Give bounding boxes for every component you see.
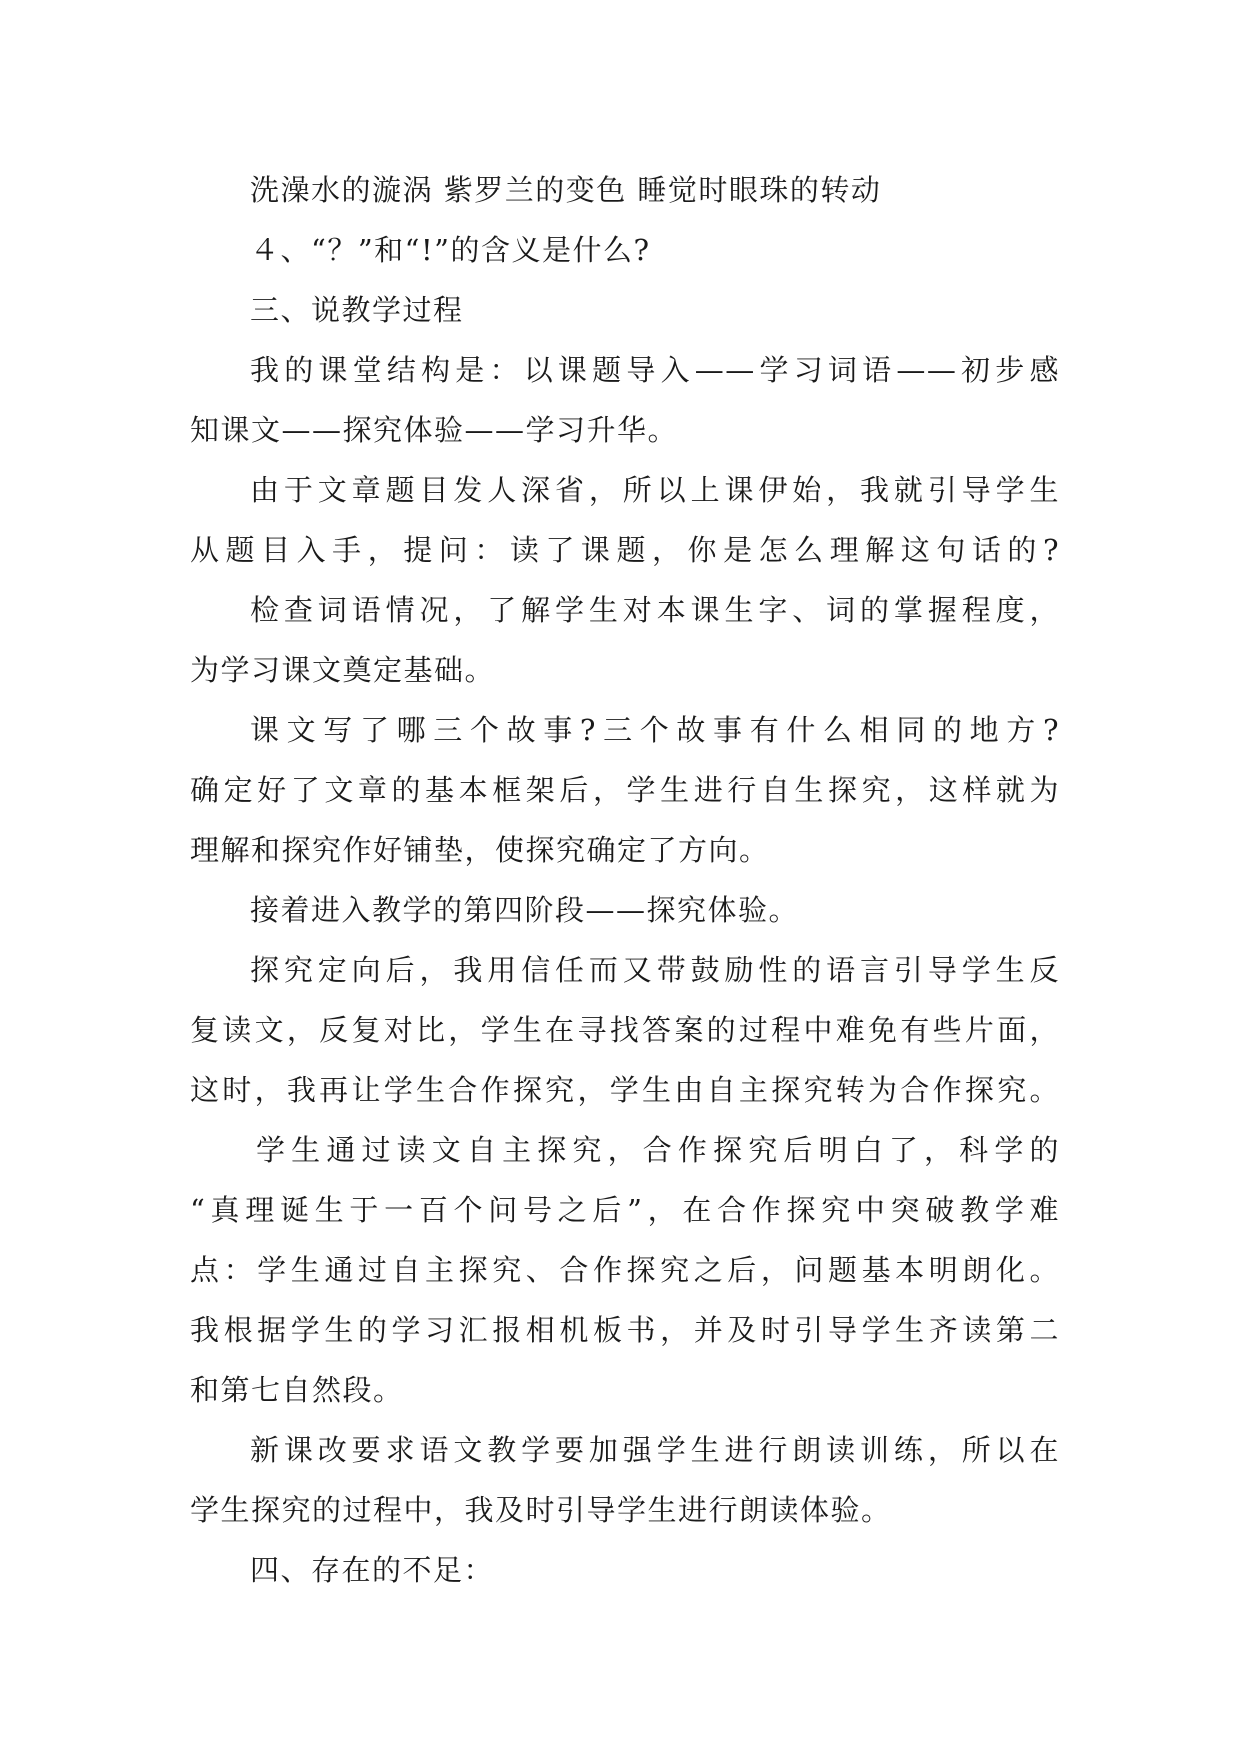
text-line: ４、“？”和“!”的含义是什么? <box>250 233 651 267</box>
text-line: 接着进入教学的第四阶段——探究体验。 <box>250 893 800 927</box>
text-line: 我根据学生的学习汇报相机板书，并及时引导学生齐读第二 <box>190 1313 1060 1347</box>
section-heading: 三、说教学过程 <box>250 293 464 327</box>
text-line: 学生探究的过程中，我及时引导学生进行朗读体验。 <box>190 1493 892 1527</box>
text-line: 我的课堂结构是：以课题导入——学习词语——初步感 <box>250 353 1060 387</box>
text-line: 洗澡水的漩涡 紫罗兰的变色 睡觉时眼珠的转动 <box>250 173 882 207</box>
text-line: 确定好了文章的基本框架后，学生进行自生探究，这样就为 <box>190 773 1060 807</box>
document-body <box>190 160 1060 1600</box>
text-line: 知课文——探究体验——学习升华。 <box>190 413 679 447</box>
text-line: 从题目入手，提问：读了课题，你是怎么理解这句话的? <box>190 533 1060 567</box>
text-line: 课文写了哪三个故事?三个故事有什么相同的地方? <box>250 713 1060 747</box>
text-line: 点：学生通过自主探究、合作探究之后，问题基本明朗化。 <box>190 1253 1060 1287</box>
text-line: 探究定向后，我用信任而又带鼓励性的语言引导学生反 <box>250 953 1060 987</box>
text-line: 这时，我再让学生合作探究，学生由自主探究转为合作探究。 <box>190 1073 1060 1107</box>
text-line: 复读文，反复对比，学生在寻找答案的过程中难免有些片面， <box>190 1013 1060 1047</box>
text-line: 理解和探究作好铺垫，使探究确定了方向。 <box>190 833 770 867</box>
text-line: 为学习课文奠定基础。 <box>190 653 496 687</box>
text-line: 学生通过读文自主探究，合作探究后明白了，科学的 <box>256 1133 1060 1167</box>
text-line: 由于文章题目发人深省，所以上课伊始，我就引导学生 <box>250 473 1060 507</box>
text-line: “真理诞生于一百个问号之后”，在合作探究中突破教学难 <box>190 1193 1060 1227</box>
text-line: 和第七自然段。 <box>190 1373 404 1407</box>
text-line: 检查词语情况，了解学生对本课生字、词的掌握程度， <box>250 593 1060 627</box>
section-heading: 四、存在的不足： <box>250 1553 495 1587</box>
text-line: 新课改要求语文教学要加强学生进行朗读训练，所以在 <box>250 1433 1060 1467</box>
